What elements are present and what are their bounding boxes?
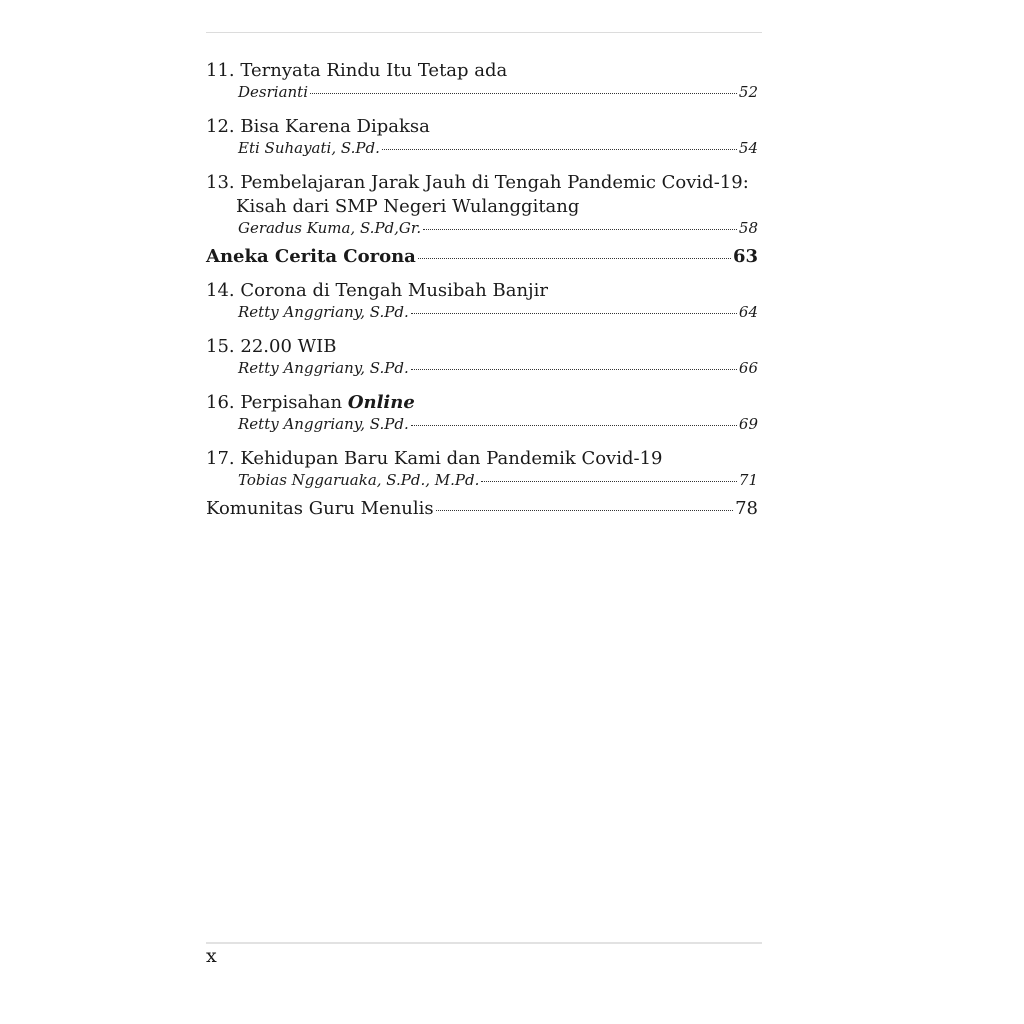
entry-title xyxy=(206,59,758,83)
entry-page: 69 xyxy=(738,415,758,433)
dot-leader xyxy=(423,228,737,230)
entry-number: 12. xyxy=(206,116,235,137)
top-rule xyxy=(206,32,762,33)
entry-number: 14. xyxy=(206,280,235,301)
entry-title-text: 22.00 WIB xyxy=(240,336,337,357)
entry-author-line xyxy=(206,139,758,158)
entry-author: Tobias Nggaruaka, S.Pd., M.Pd. xyxy=(238,471,480,489)
entry-author: Retty Anggriany, S.Pd. xyxy=(238,415,409,433)
entry-title-text: Ternyata Rindu Itu Tetap ada xyxy=(240,60,508,81)
entry-author-line xyxy=(206,83,758,102)
entry-number: 11. xyxy=(206,60,235,81)
entry-title-continued: Kisah dari SMP Negeri Wulanggitang xyxy=(236,196,580,217)
dot-leader xyxy=(436,509,733,511)
entry-title xyxy=(206,447,758,471)
entry-author: Retty Anggriany, S.Pd. xyxy=(238,359,409,377)
entry-title-text: Corona di Tengah Musibah Banjir xyxy=(240,280,548,301)
closing-title: Komunitas Guru Menulis xyxy=(206,498,434,519)
dot-leader xyxy=(310,92,737,94)
entry-page: 71 xyxy=(738,471,758,489)
entry-author-line xyxy=(206,303,758,322)
dot-leader xyxy=(411,424,737,426)
entry-number: 13. xyxy=(206,172,235,193)
section-page: 63 xyxy=(732,246,758,267)
dot-leader xyxy=(411,312,737,314)
entry-author-line xyxy=(206,219,758,238)
entry-author: Desrianti xyxy=(238,83,308,101)
entry-title-text: Pembelajaran Jarak Jauh di Tengah Pandemic Covid-19: xyxy=(240,172,749,193)
entry-title xyxy=(206,115,758,139)
toc-entry-12 xyxy=(206,115,758,158)
entry-title-emphasis: Online xyxy=(347,392,415,413)
entry-author-line xyxy=(206,359,758,378)
bottom-rule xyxy=(206,942,762,944)
entry-title-text: Perpisahan xyxy=(240,392,348,413)
closing-page: 78 xyxy=(735,498,758,519)
toc-entry-14 xyxy=(206,279,758,322)
entry-author-line xyxy=(206,415,758,434)
entry-number: 17. xyxy=(206,448,235,469)
entry-title xyxy=(206,391,758,415)
entry-author: Retty Anggriany, S.Pd. xyxy=(238,303,409,321)
entry-title xyxy=(206,171,758,195)
dot-leader xyxy=(411,368,737,370)
page-number: x xyxy=(206,945,217,967)
entry-title xyxy=(206,279,758,303)
entry-author: Geradus Kuma, S.Pd,Gr. xyxy=(238,219,422,237)
entry-page: 52 xyxy=(738,83,758,101)
entry-author: Eti Suhayati, S.Pd. xyxy=(238,139,380,157)
entry-title xyxy=(206,335,758,359)
entry-page: 66 xyxy=(738,359,758,377)
toc-closing-entry xyxy=(206,497,758,521)
dot-leader xyxy=(382,148,737,150)
toc-entry-16 xyxy=(206,391,758,434)
toc-entry-11 xyxy=(206,59,758,102)
toc-entry-17 xyxy=(206,447,758,490)
dot-leader xyxy=(418,257,731,259)
section-title: Aneka Cerita Corona xyxy=(206,246,416,267)
toc-entry-15 xyxy=(206,335,758,378)
dot-leader xyxy=(481,480,737,482)
entry-page: 64 xyxy=(738,303,758,321)
entry-title-text: Kehidupan Baru Kami dan Pandemik Covid-19 xyxy=(240,448,663,469)
toc-entry-13 xyxy=(206,171,758,238)
entry-page: 54 xyxy=(738,139,758,157)
entry-page: 58 xyxy=(738,219,758,237)
entry-author-line xyxy=(206,471,758,490)
entry-number: 16. xyxy=(206,392,235,413)
entry-number: 15. xyxy=(206,336,235,357)
entry-title-text: Bisa Karena Dipaksa xyxy=(240,116,430,137)
toc-section-heading xyxy=(206,245,758,269)
